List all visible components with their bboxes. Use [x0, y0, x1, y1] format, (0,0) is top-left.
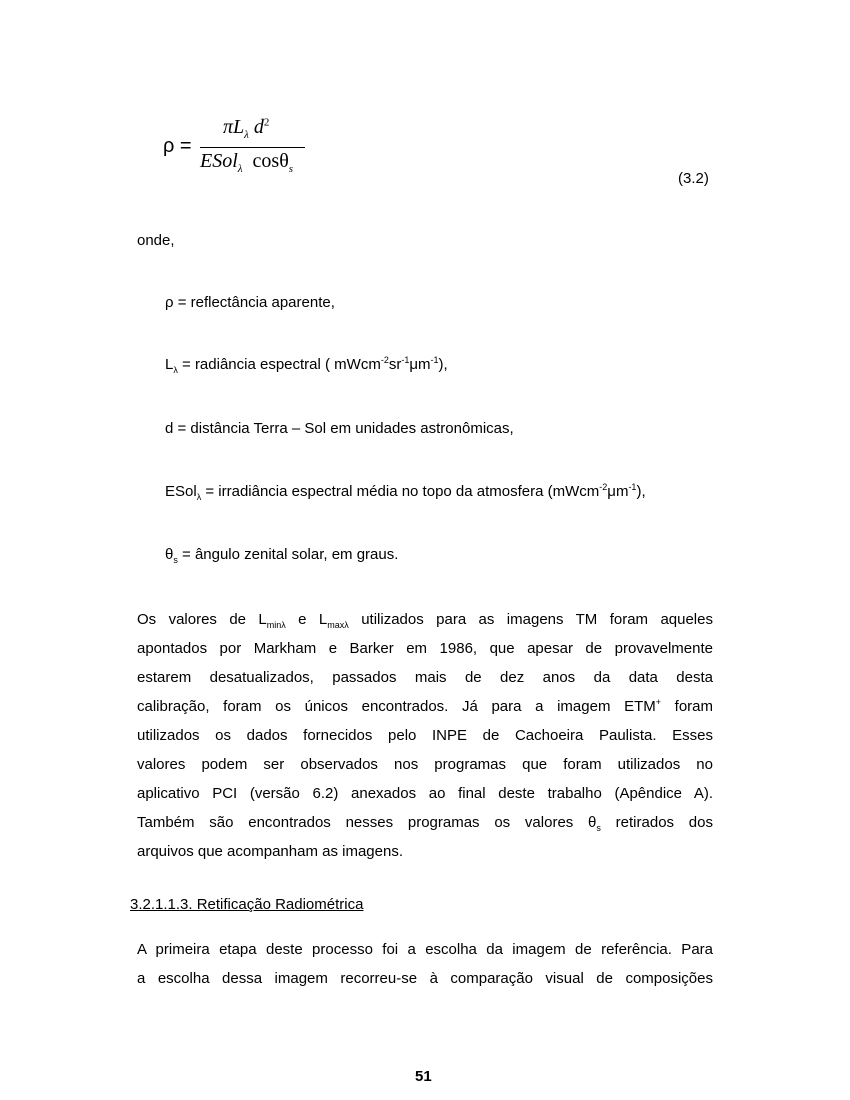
equation-denominator: ESol$_\lambda$ cosθ$_s$ [200, 150, 294, 175]
equation-number: (3.2) [678, 170, 709, 187]
onde-label: onde, [137, 232, 175, 249]
paragraph-line: apontados por Markham e Barker em 1986, que apesar de provavelmente [137, 640, 713, 657]
paragraph-line: Os valores de $L_{min\lambda}$ e $L_{max\lambda}$ utilizados para as imagens TM foram aqueles [137, 611, 713, 630]
paragraph-line: valores podem ser observados nos programas que foram utilizados no [137, 756, 713, 773]
paragraph-line: A primeira etapa deste processo foi a escolha da imagem de referência. Para [137, 941, 713, 958]
page-number: 51 [415, 1068, 432, 1085]
fraction-bar [200, 147, 305, 148]
definition-L: $L_\lambda$ = radiância espectral ( $mWcm^{-2}sr^{-1}\mu m^{-1}$), [165, 355, 448, 375]
paragraph-line: a escolha dessa imagem recorreu-se à comparação visual de composições [137, 970, 713, 987]
paragraph-line: estarem desatualizados, passados mais de dez anos da data desta [137, 669, 713, 686]
definition-esol: ESol$_\lambda$ = irradiância espectral média no topo da atmosfera $(mWcm^{-2}\mu m^{-1})$, [165, 482, 646, 502]
paragraph-line: aplicativo PCI (versão 6.2) anexados ao final deste trabalho (Apêndice A). [137, 785, 713, 802]
definition-rho: ρ = reflectância aparente, [165, 294, 335, 311]
definition-d: d = distância Terra – Sol em unidades astronômicas, [165, 420, 514, 437]
paragraph-1 [137, 605, 713, 866]
equation-numerator: $\pi L_\lambda$ $d^2$ [223, 116, 270, 141]
paragraph-line: Também são encontrados nesses programas os valores $\theta_s$ retirados dos [137, 814, 713, 833]
paragraph-2 [137, 935, 713, 993]
equation [163, 108, 723, 188]
definition-theta: $\theta_s$ = ângulo zenital solar, em graus. [165, 546, 399, 565]
equation-lhs: ρ = [163, 135, 192, 157]
paragraph-line: calibração, foram os únicos encontrados. Já para a imagem ETM+ foram [137, 697, 713, 715]
paragraph-line: utilizados os dados fornecidos pelo INPE de Cachoeira Paulista. Esses [137, 727, 713, 744]
paragraph-line: arquivos que acompanham as imagens. [137, 843, 403, 860]
section-heading: 3.2.1.1.3. Retificação Radiométrica [130, 896, 364, 913]
